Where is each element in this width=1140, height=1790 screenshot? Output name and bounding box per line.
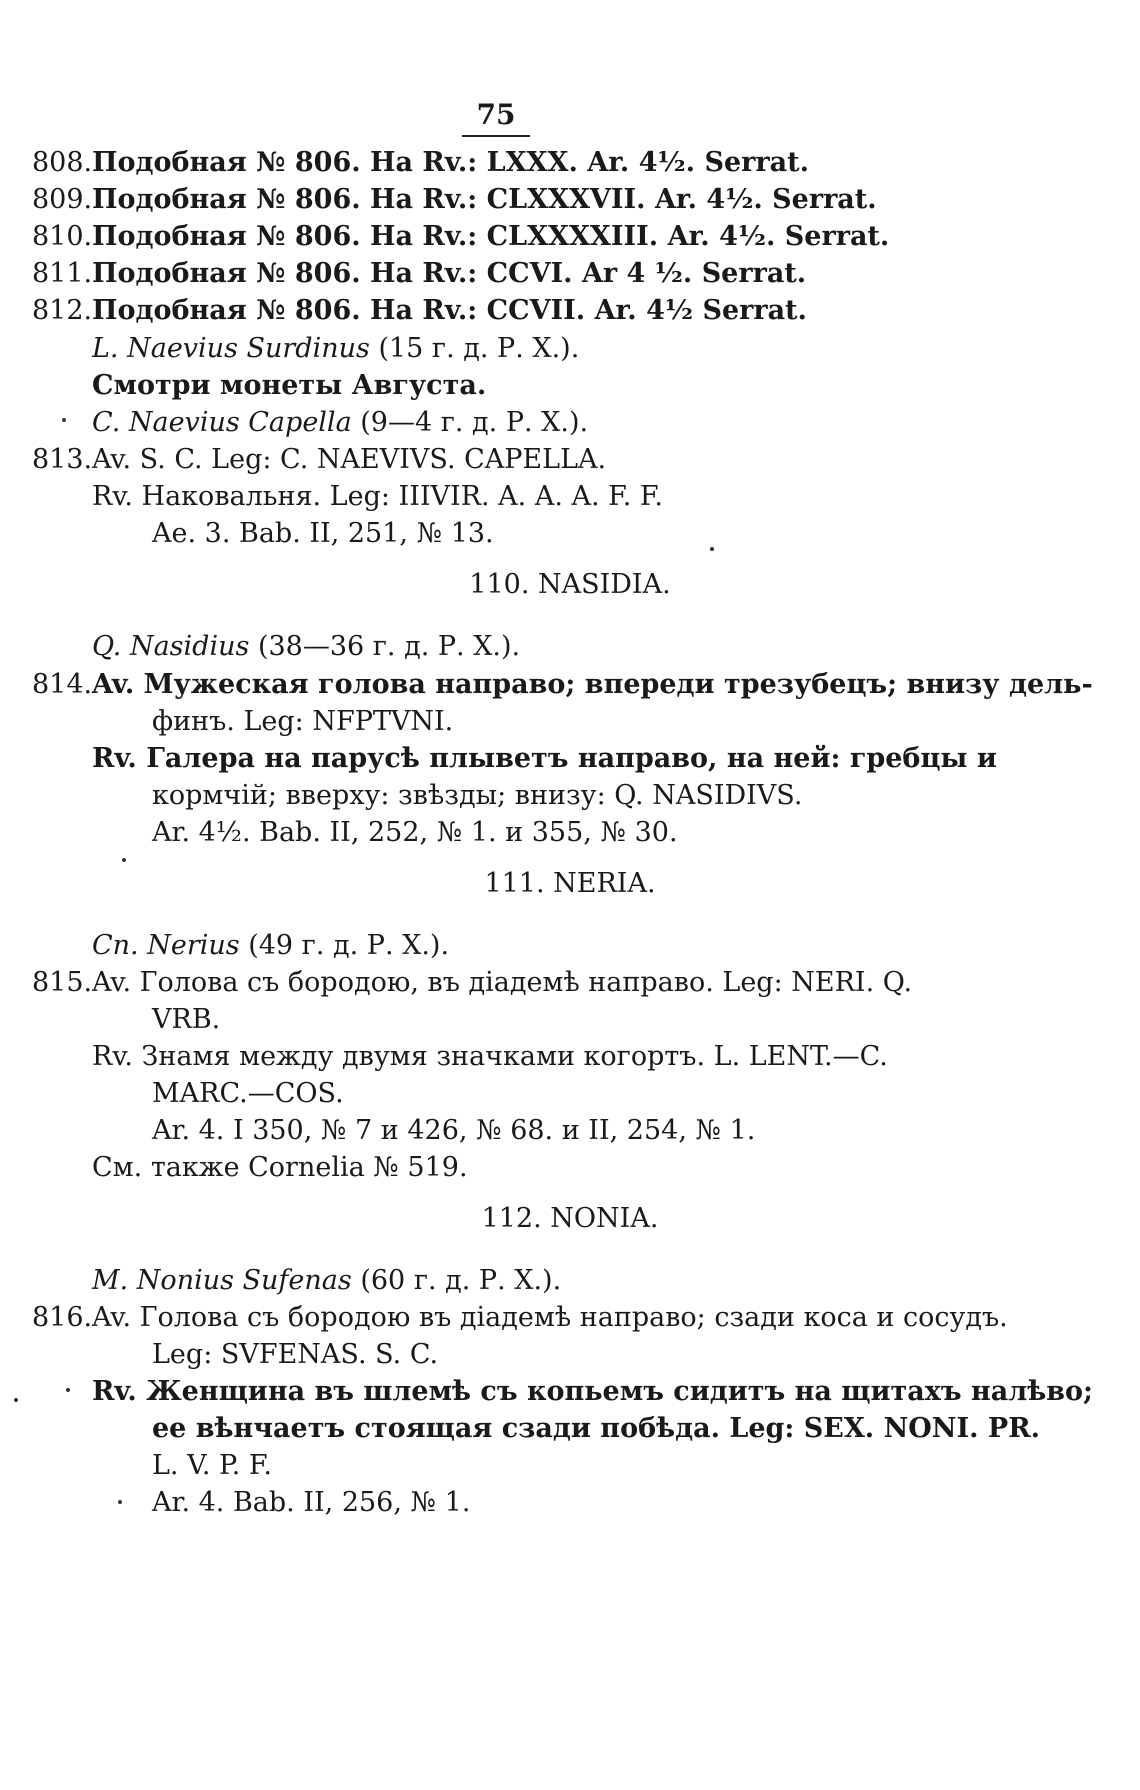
- moneyer-surdinus: [92, 332, 579, 366]
- scan-speck: [62, 418, 66, 422]
- moneyer-date: (60 г. д. Р. Х.).: [360, 1265, 562, 1296]
- entry-814-obverse-line1: Av. Мужеская голова направо; впереди трезубецъ; внизу дель-: [92, 669, 1093, 700]
- entry-815-reverse-line1: Rv. Знамя между двумя значками когортъ. L. LENT.—C.: [92, 1041, 888, 1072]
- entry-808-number: 808.: [32, 147, 93, 178]
- entry-815-reference: Ar. 4. I 350, № 7 и 426, № 68. и II, 254, № 1.: [152, 1115, 756, 1146]
- moneyer-capella: [92, 406, 588, 440]
- moneyer-name: Cn. Nerius: [92, 930, 240, 961]
- entry-816-reverse-line1: Rv. Женщина въ шлемѣ съ копьемъ сидитъ на щитахъ налѣво;: [92, 1376, 1093, 1407]
- moneyer-name: L. Naevius Surdinus: [92, 333, 370, 364]
- moneyer-name: M. Nonius Sufenas: [92, 1265, 352, 1296]
- moneyer-name: Q. Nasidius: [92, 631, 250, 662]
- entry-814-reference: Ar. 4½. Bab. II, 252, № 1. и 355, № 30.: [152, 817, 678, 848]
- moneyer-nasidius: [92, 630, 520, 664]
- moneyer-date: (15 г. д. Р. Х.).: [378, 333, 580, 364]
- entry-814-reverse-line1: Rv. Галера на парусѣ плыветъ направо, на ней: гребцы и: [92, 743, 997, 774]
- moneyer-nerius: [92, 929, 449, 963]
- moneyer-sufenas: [92, 1264, 561, 1298]
- moneyer-date: (9—4 г. д. Р. Х.).: [360, 407, 589, 438]
- entry-815-obverse-line2: VRB.: [152, 1004, 221, 1035]
- entry-809-number: 809.: [32, 184, 93, 215]
- entry-816-reverse-line3: L. V. P. F.: [152, 1450, 273, 1481]
- scan-speck: [66, 1388, 70, 1392]
- moneyer-date: (49 г. д. Р. Х.).: [248, 930, 450, 961]
- entry-814-reverse-line2: кормчій; вверху: звѣзды; внизу: Q. NASIDIVS.: [152, 780, 803, 811]
- entry-816-reverse-line2: ее вѣнчаетъ стоящая сзади побѣда. Leg: SEX. NONI. PR.: [152, 1413, 1041, 1444]
- entry-814-number: 814.: [32, 669, 93, 700]
- scan-speck: [122, 858, 126, 862]
- page-number: 75: [462, 98, 530, 137]
- entry-811-number: 811.: [32, 258, 93, 289]
- entry-810-text: Подобная № 806. На Rv.: CLXXXXIII. Ar. 4½. Serrat.: [92, 221, 890, 252]
- section-heading-112: 112. NONIA.: [481, 1203, 659, 1234]
- scan-speck: [14, 1398, 18, 1402]
- entry-812-text: Подобная № 806. На Rv.: CCVII. Ar. 4½ Serrat.: [92, 295, 807, 326]
- entry-812-number: 812.: [32, 295, 93, 326]
- entry-816-obverse-line2: Leg: SVFENAS. S. C.: [152, 1339, 439, 1370]
- entry-809-text: Подобная № 806. На Rv.: CLXXXVII. Ar. 4½. Serrat.: [92, 184, 877, 215]
- entry-813-number: 813.: [32, 444, 93, 475]
- section-heading-111: 111. NERIA.: [484, 868, 656, 899]
- scan-speck: [118, 1500, 122, 1504]
- entry-813-reverse: Rv. Наковальня. Leg: IIIVIR. A. A. A. F. F.: [92, 481, 663, 512]
- moneyer-date: (38—36 г. д. Р. Х.).: [257, 631, 521, 662]
- entry-815-see-also: См. также Cornelia № 519.: [92, 1152, 468, 1183]
- entry-813-obverse: Av. S. C. Leg: C. NAEVIVS. CAPELLA.: [92, 444, 607, 475]
- see-augustus-note: Смотри монеты Августа.: [92, 370, 487, 401]
- section-heading-110: 110. NASIDIA.: [469, 569, 671, 600]
- entry-816-number: 816.: [32, 1302, 93, 1333]
- entry-815-reverse-line2: MARC.—COS.: [152, 1078, 344, 1109]
- entry-813-reference: Ae. 3. Bab. II, 251, № 13.: [152, 518, 494, 549]
- entry-810-number: 810.: [32, 221, 93, 252]
- moneyer-name: C. Naevius Capella: [92, 407, 352, 438]
- entry-811-text: Подобная № 806. На Rv.: CCVI. Ar 4 ½. Serrat.: [92, 258, 807, 289]
- entry-815-obverse-line1: Av. Голова съ бородою, въ діадемѣ направо. Leg: NERI. Q.: [92, 967, 913, 998]
- entry-814-obverse-line2: финъ. Leg: NFPTVNI.: [152, 706, 454, 737]
- scan-speck: [710, 547, 714, 551]
- entry-816-reference: Ar. 4. Bab. II, 256, № 1.: [152, 1487, 471, 1518]
- entry-808-text: Подобная № 806. На Rv.: LXXX. Ar. 4½. Serrat.: [92, 147, 809, 178]
- entry-816-obverse-line1: Av. Голова съ бородою въ діадемѣ направо; сзади коса и сосудъ.: [92, 1302, 1008, 1333]
- entry-815-number: 815.: [32, 967, 93, 998]
